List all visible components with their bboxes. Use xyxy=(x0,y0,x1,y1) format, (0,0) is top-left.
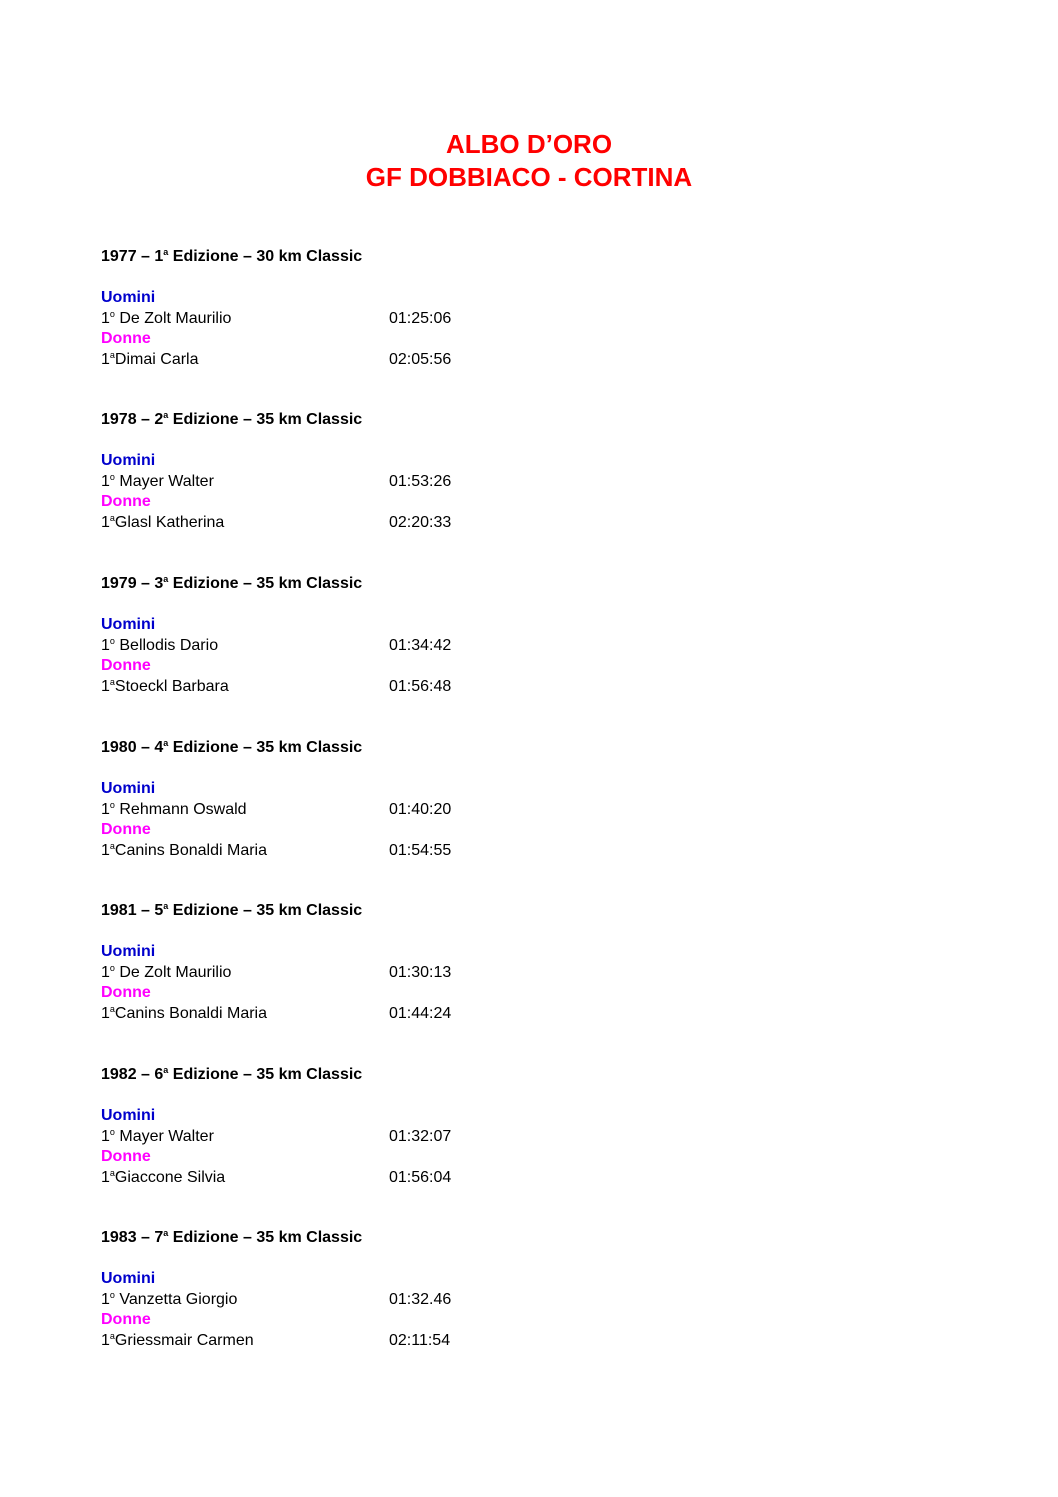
winner-ordinal-mark: a xyxy=(109,1331,115,1341)
women-category-label: Donne xyxy=(101,1311,151,1328)
edition-heading: 1982 – 6$^a$ Edizione – 35 km Classic xyxy=(101,1065,363,1083)
winner-name-text: Mayer Walter xyxy=(119,473,214,490)
winner-time: 02:20:33 xyxy=(389,514,452,531)
edition-suffix: Edizione – 35 km Classic xyxy=(172,902,363,919)
winner-name-text: Stoeckl Barbara xyxy=(114,678,229,695)
winner-place: 1 xyxy=(101,351,110,368)
edition-ordinal-mark: a xyxy=(163,1065,169,1075)
women-category-label: Donne xyxy=(101,1148,151,1165)
winner-ordinal-mark: a xyxy=(109,513,115,523)
edition-suffix: Edizione – 35 km Classic xyxy=(172,1229,363,1246)
edition-number: 3 xyxy=(154,575,164,592)
edition-number: 6 xyxy=(154,1066,164,1083)
winner-name xyxy=(101,350,199,370)
edition-suffix: Edizione – 35 km Classic xyxy=(172,1066,363,1083)
women-winner-row xyxy=(101,350,561,370)
winner-name-text: De Zolt Maurilio xyxy=(119,964,232,981)
winner-name xyxy=(101,677,229,697)
edition-ordinal-mark: a xyxy=(163,247,169,257)
winner-ordinal-mark: a xyxy=(109,1004,115,1014)
winner-name-text: Mayer Walter xyxy=(119,1128,214,1145)
men-category-label: Uomini xyxy=(101,289,156,306)
winner-name-text: Dimai Carla xyxy=(114,351,199,368)
winner-name xyxy=(101,800,247,820)
edition-year: 1977 xyxy=(101,248,137,265)
edition-ordinal-mark: a xyxy=(163,574,169,584)
winner-time: 01:40:20 xyxy=(389,801,452,818)
winner-name-text: Canins Bonaldi Maria xyxy=(114,1005,267,1022)
women-winner-row xyxy=(101,1331,561,1351)
winner-ordinal-mark: o xyxy=(109,636,115,646)
winner-time: 01:32:07 xyxy=(389,1128,452,1145)
men-winner-row xyxy=(101,963,561,983)
winner-time: 02:05:56 xyxy=(389,351,452,368)
winner-place: 1 xyxy=(101,1291,110,1308)
winner-time: 01:56:48 xyxy=(389,678,452,695)
winner-place: 1 xyxy=(101,1128,110,1145)
winner-name xyxy=(101,1004,267,1024)
edition-heading: 1978 – 2$^a$ Edizione – 35 km Classic xyxy=(101,410,363,428)
edition-ordinal-mark: a xyxy=(163,901,169,911)
women-category-label: Donne xyxy=(101,657,151,674)
men-winner-row xyxy=(101,800,561,820)
winner-time: 01:53:26 xyxy=(389,473,452,490)
winner-time: 01:30:13 xyxy=(389,964,452,981)
men-category-label: Uomini xyxy=(101,780,156,797)
winner-place: 1 xyxy=(101,678,110,695)
winner-name-text: Bellodis Dario xyxy=(119,637,219,654)
edition-number: 4 xyxy=(154,739,164,756)
men-winner-row xyxy=(101,309,561,329)
winner-name-text: Rehmann Oswald xyxy=(119,801,247,818)
winner-place: 1 xyxy=(101,801,110,818)
edition-year: 1980 xyxy=(101,739,137,756)
winner-name-text: Vanzetta Giorgio xyxy=(119,1291,238,1308)
edition-year: 1979 xyxy=(101,575,137,592)
winner-place: 1 xyxy=(101,473,110,490)
edition-heading: 1983 – 7$^a$ Edizione – 35 km Classic xyxy=(101,1228,363,1246)
edition-heading: 1980 – 4$^a$ Edizione – 35 km Classic xyxy=(101,738,363,756)
edition-year: 1983 xyxy=(101,1229,137,1246)
edition-ordinal-mark: a xyxy=(163,738,169,748)
winner-place: 1 xyxy=(101,1169,110,1186)
winner-time: 01:32.46 xyxy=(389,1291,452,1308)
men-winner-row xyxy=(101,1290,561,1310)
winner-ordinal-mark: o xyxy=(109,1290,115,1300)
edition-number: 5 xyxy=(154,902,164,919)
winner-name xyxy=(101,963,231,983)
winner-name-text: De Zolt Maurilio xyxy=(119,310,232,327)
winner-ordinal-mark: a xyxy=(109,841,115,851)
winner-ordinal-mark: a xyxy=(109,677,115,687)
edition-heading: 1979 – 3$^a$ Edizione – 35 km Classic xyxy=(101,574,363,592)
winner-ordinal-mark: a xyxy=(109,1168,115,1178)
winner-place: 1 xyxy=(101,637,110,654)
winner-name-text: Glasl Katherina xyxy=(114,514,225,531)
winner-ordinal-mark: o xyxy=(109,1127,115,1137)
women-winner-row xyxy=(101,513,561,533)
winner-place: 1 xyxy=(101,964,110,981)
winner-ordinal-mark: o xyxy=(109,800,115,810)
winner-place: 1 xyxy=(101,310,110,327)
women-winner-row xyxy=(101,677,561,697)
men-winner-row xyxy=(101,472,561,492)
edition-number: 7 xyxy=(154,1229,164,1246)
winner-place: 1 xyxy=(101,514,110,531)
women-winner-row xyxy=(101,841,561,861)
women-category-label: Donne xyxy=(101,330,151,347)
edition-year: 1981 xyxy=(101,902,137,919)
men-winner-row xyxy=(101,1127,561,1147)
edition-suffix: Edizione – 30 km Classic xyxy=(172,248,363,265)
winner-time: 02:11:54 xyxy=(389,1332,451,1349)
women-category-label: Donne xyxy=(101,821,151,838)
men-category-label: Uomini xyxy=(101,1107,156,1124)
men-category-label: Uomini xyxy=(101,1270,156,1287)
winner-name xyxy=(101,1127,214,1147)
winner-name xyxy=(101,1290,237,1310)
edition-year: 1982 xyxy=(101,1066,137,1083)
edition-number: 1 xyxy=(154,248,164,265)
edition-heading: 1977 – 1$^a$ Edizione – 30 km Classic xyxy=(101,247,363,265)
edition-suffix: Edizione – 35 km Classic xyxy=(172,411,363,428)
edition-heading: 1981 – 5$^a$ Edizione – 35 km Classic xyxy=(101,901,363,919)
edition-year: 1978 xyxy=(101,411,137,428)
edition-suffix: Edizione – 35 km Classic xyxy=(172,739,363,756)
winner-name xyxy=(101,309,231,329)
winner-ordinal-mark: o xyxy=(109,309,115,319)
winner-place: 1 xyxy=(101,1005,110,1022)
winner-name xyxy=(101,472,214,492)
winner-name-text: Canins Bonaldi Maria xyxy=(114,842,267,859)
winner-ordinal-mark: a xyxy=(109,350,115,360)
winner-time: 01:25:06 xyxy=(389,310,452,327)
men-category-label: Uomini xyxy=(101,943,156,960)
winner-name-text: Giaccone Silvia xyxy=(114,1169,226,1186)
edition-suffix: Edizione – 35 km Classic xyxy=(172,575,363,592)
winner-name xyxy=(101,636,218,656)
winner-time: 01:44:24 xyxy=(389,1005,452,1022)
women-category-label: Donne xyxy=(101,984,151,1001)
edition-ordinal-mark: a xyxy=(163,410,169,420)
women-winner-row xyxy=(101,1004,561,1024)
winner-name xyxy=(101,1331,254,1351)
winner-ordinal-mark: o xyxy=(109,963,115,973)
document-title: ALBO D’ORO xyxy=(445,129,613,159)
winner-time: 01:54:55 xyxy=(389,842,452,859)
winner-time: 01:34:42 xyxy=(389,637,452,654)
men-winner-row xyxy=(101,636,561,656)
men-category-label: Uomini xyxy=(101,452,156,469)
document-subtitle: GF DOBBIACO - CORTINA xyxy=(365,162,693,192)
winner-place: 1 xyxy=(101,1332,110,1349)
winner-name xyxy=(101,513,224,533)
winner-name-text: Griessmair Carmen xyxy=(114,1332,254,1349)
winner-ordinal-mark: o xyxy=(109,472,115,482)
women-winner-row xyxy=(101,1168,561,1188)
men-category-label: Uomini xyxy=(101,616,156,633)
winner-place: 1 xyxy=(101,842,110,859)
winner-name xyxy=(101,1168,225,1188)
women-category-label: Donne xyxy=(101,493,151,510)
edition-number: 2 xyxy=(154,411,164,428)
winner-time: 01:56:04 xyxy=(389,1169,452,1186)
winner-name xyxy=(101,841,267,861)
edition-ordinal-mark: a xyxy=(163,1228,169,1238)
